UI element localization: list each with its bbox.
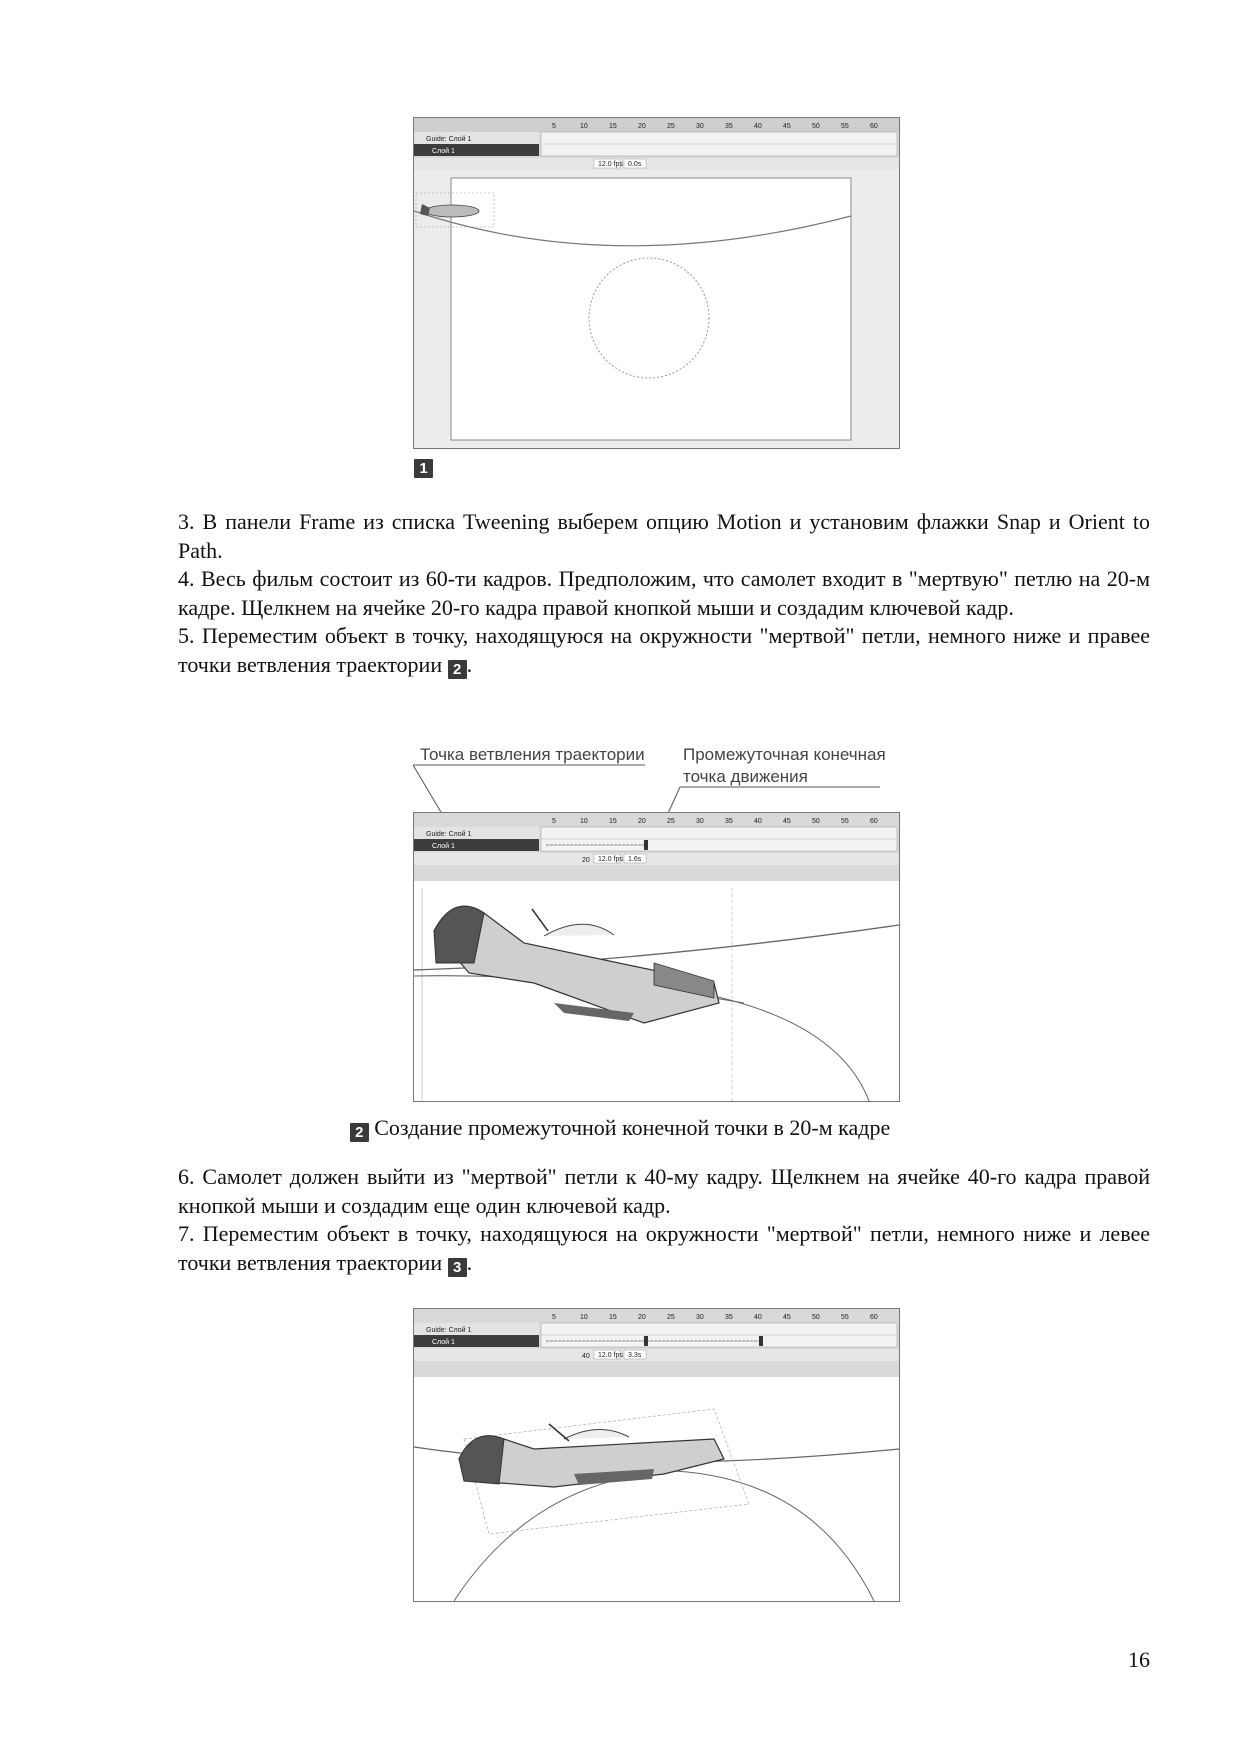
svg-text:25: 25 [667,818,675,825]
svg-text:40: 40 [754,818,762,825]
figure-1-number: 1 [414,459,433,478]
svg-text:50: 50 [812,818,820,825]
layer-guide-label[interactable]: Guide: Слой 1 [426,1327,472,1334]
svg-text:35: 35 [725,1314,733,1321]
figure-3-ref: 3 [448,1258,467,1277]
svg-text:60: 60 [870,818,878,825]
svg-text:45: 45 [783,123,791,130]
svg-text:45: 45 [783,1314,791,1321]
figure-2-caption-text: Создание промежуточной конечной точки в 20-м кадре [374,1115,891,1140]
svg-text:55: 55 [841,1314,849,1321]
layer-1-label[interactable]: Слой 1 [432,843,455,850]
status-time: 0.0s [628,161,642,168]
callout-end-point-line-1: Промежуточная конечная [683,745,886,764]
svg-text:10: 10 [580,1314,588,1321]
callout-end-point-line-2: точка движения [683,767,808,786]
svg-text:55: 55 [841,818,849,825]
svg-text:15: 15 [609,1314,617,1321]
step-5-body: 5. Переместим объект в точку, находящуюся на окружности "мертвой" петли, немного ниже и правее точки ветвления траектории [178,623,1150,677]
callout-branch-point: Точка ветвления траектории [420,745,645,764]
status-frame: 40 [582,1353,590,1360]
layer-1-label[interactable]: Слой 1 [432,1339,455,1346]
svg-text:15: 15 [609,818,617,825]
status-fps: 12.0 fps [598,856,623,863]
svg-text:30: 30 [696,818,704,825]
step-7-text: 7. Переместим объект в точку, находящуюся на окружности "мертвой" петли, немного ниже и левее точки ветвления траектории 3 . [178,1221,1150,1276]
svg-text:20: 20 [638,818,646,825]
figure-3-screenshot [413,1308,900,1602]
svg-text:20: 20 [638,1314,646,1321]
svg-text:5: 5 [552,1314,556,1321]
svg-text:10: 10 [580,818,588,825]
text-block-steps-6-7 [178,1163,1150,1277]
layer-guide-label[interactable]: Guide: Слой 1 [426,831,472,838]
svg-text:30: 30 [696,123,704,130]
figure-2-caption [0,1115,1240,1142]
step-6-text: 6. Самолет должен выйти из "мертвой" петли к 40-му кадру. Щелкнем на ячейке 40-го кадра правой кнопкой мыши и создадим еще один ключевой кадр. [178,1164,1150,1218]
step-4-text: 4. Весь фильм состоит из 60-ти кадров. Предположим, что самолет входит в "мертвую" петлю на 20-м кадре. Щелкнем на ячейке 20-го кадра правой кнопкой мыши и создадим ключевой кадр. [178,566,1150,620]
svg-text:50: 50 [812,1314,820,1321]
svg-text:40: 40 [754,1314,762,1321]
figure-2-screenshot [413,812,900,1102]
step-5-text: 5. Переместим объект в точку, находящуюся на окружности "мертвой" петли, немного ниже и правее точки ветвления траектории 2 . [178,623,1150,678]
svg-text:10: 10 [580,123,588,130]
svg-text:60: 60 [870,123,878,130]
page-number: 16 [1128,1647,1150,1672]
svg-text:55: 55 [841,123,849,130]
svg-text:5: 5 [552,818,556,825]
status-fps: 12.0 fps [598,161,623,168]
step-3-text: 3. В панели Frame из списка Tweening выберем опцию Motion и установим флажки Snap и Orient to Path. [178,509,1150,563]
layer-1-label[interactable]: Слой 1 [432,148,455,155]
svg-text:60: 60 [870,1314,878,1321]
svg-text:50: 50 [812,123,820,130]
svg-text:20: 20 [638,123,646,130]
status-time: 3.3s [628,1352,642,1359]
svg-text:25: 25 [667,123,675,130]
svg-text:30: 30 [696,1314,704,1321]
status-time: 1.6s [628,856,642,863]
svg-text:25: 25 [667,1314,675,1321]
svg-text:35: 35 [725,123,733,130]
svg-text:45: 45 [783,818,791,825]
step-7-body: 7. Переместим объект в точку, находящуюся на окружности "мертвой" петли, немного ниже и левее точки ветвления траектории [178,1221,1150,1275]
figure-2-ref: 2 [448,660,467,679]
status-fps: 12.0 fps [598,1352,623,1359]
status-frame: 20 [582,857,590,864]
svg-text:15: 15 [609,123,617,130]
figure-2-number: 2 [350,1123,369,1142]
svg-text:5: 5 [552,123,556,130]
svg-text:35: 35 [725,818,733,825]
svg-text:40: 40 [754,123,762,130]
layer-guide-label[interactable]: Guide: Слой 1 [426,136,472,143]
